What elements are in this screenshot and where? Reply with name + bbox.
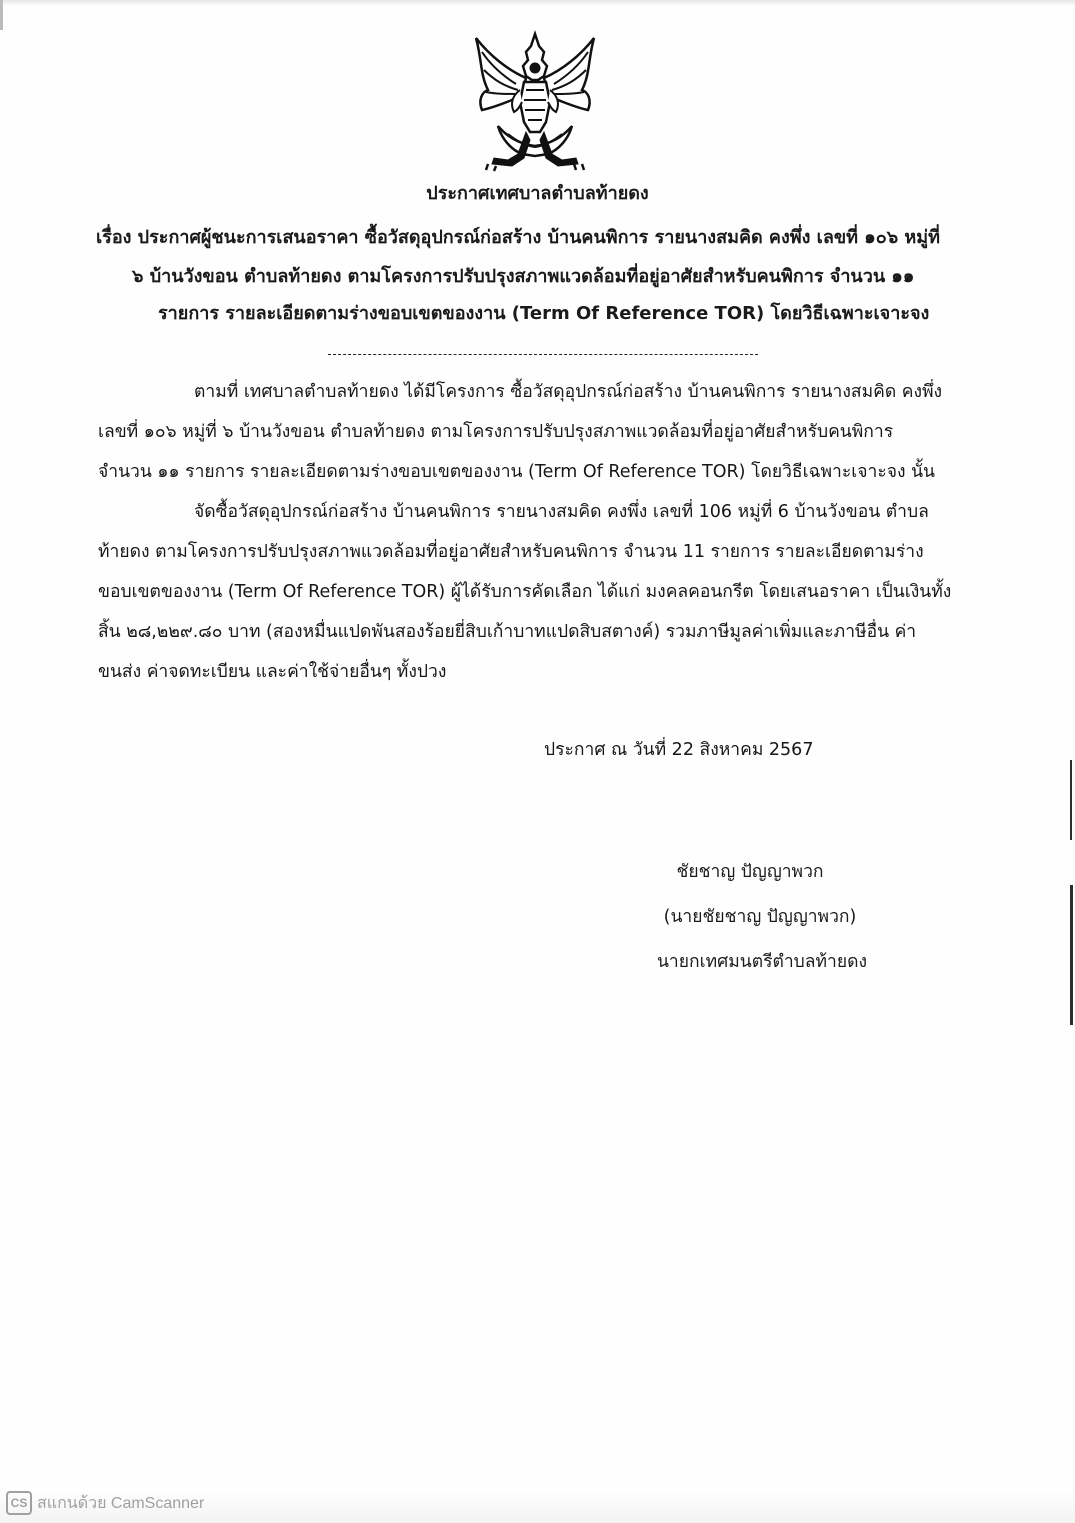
paragraph2-line-1: จัดซื้อวัสดุอุปกรณ์ก่อสร้าง บ้านคนพิการ รายนางสมคิด คงพึ่ง เลขที่ 106 หมู่ที่ 6 บ้านวังขอน ตำบล [194,502,929,522]
subject-line-1: เรื่อง ประกาศผู้ชนะการเสนอราคา ซื้อวัสดุอุปกรณ์ก่อสร้าง บ้านคนพิการ รายนางสมคิด คงพึ่ง เลขที่ ๑๐๖ หมู่ที่ [96,227,941,248]
paragraph2-line-2: ท้ายดง ตามโครงการปรับปรุงสภาพแวดล้อมที่อยู่อาศัยสำหรับคนพิการ จำนวน 11 รายการ รายละเอียดตามร่าง [98,542,924,562]
signatory-position: นายกเทศมนตรีตำบลท้ายดง [656,952,868,972]
paragraph2-line-5: ขนส่ง ค่าจดทะเบียน และค่าใช้จ่ายอื่นๆ ทั้งปวง [98,662,447,682]
scan-edge-mark-left-top [0,0,3,30]
subject-line-3: รายการ รายละเอียดตามร่างขอบเขตของงาน (Term Of Reference TOR) โดยวิธีเฉพาะเจาะจง [158,303,930,324]
paragraph2-line-3: ขอบเขตของงาน (Term Of Reference TOR) ผู้ได้รับการคัดเลือก ได้แก่ มงคลคอนกรีต โดยเสนอราคา เป็นเงินทั้ง [98,582,952,602]
paragraph1-line-1: ตามที่ เทศบาลตำบลท้ายดง ได้มีโครงการ ซื้อวัสดุอุปกรณ์ก่อสร้าง บ้านคนพิการ รายนางสมคิด คงพึ่ง [194,382,943,402]
paragraph2-line-4: สิ้น ๒๘,๒๒๙.๘๐ บาท (สองหมื่นแปดพันสองร้อยยี่สิบเก้าบาทแปดสิบสตางค์) รวมภาษีมูลค่าเพิ่มและภาษีอื่น ค่า [98,622,917,642]
watermark-text: สแกนด้วย CamScanner [37,1494,205,1512]
camscanner-watermark [6,1490,204,1516]
paragraph1-line-2: เลขที่ ๑๐๖ หมู่ที่ ๖ บ้านวังขอน ตำบลท้ายดง ตามโครงการปรับปรุงสภาพแวดล้อมที่อยู่อาศัยสำหรับคนพิการ [98,422,894,442]
signature-name: ชัยชาญ ปัญญาพวก [676,862,824,882]
signatory-full-name: (นายชัยชาญ ปัญญาพวก) [663,907,857,927]
garuda-emblem-icon [468,30,602,172]
subject-line-2: ๖ บ้านวังขอน ตำบลท้ายดง ตามโครงการปรับปรุงสภาพแวดล้อมที่อยู่อาศัยสำหรับคนพิการ จำนวน ๑๑ [132,266,915,287]
announcement-date: ประกาศ ณ วันที่ 22 สิงหาคม 2567 [544,740,814,760]
scan-edge-top [0,0,1075,6]
document-title: ประกาศเทศบาลตำบลท้ายดง [426,183,649,204]
scan-edge-mark-right-upper [1070,760,1072,840]
camscanner-logo-icon: CS [6,1491,32,1515]
paragraph1-line-3: จำนวน ๑๑ รายการ รายละเอียดตามร่างขอบเขตของงาน (Term Of Reference TOR) โดยวิธีเฉพาะเจาะจง นั้น [98,462,936,482]
title-divider [328,354,758,355]
scan-edge-mark-right-lower [1070,885,1073,1025]
